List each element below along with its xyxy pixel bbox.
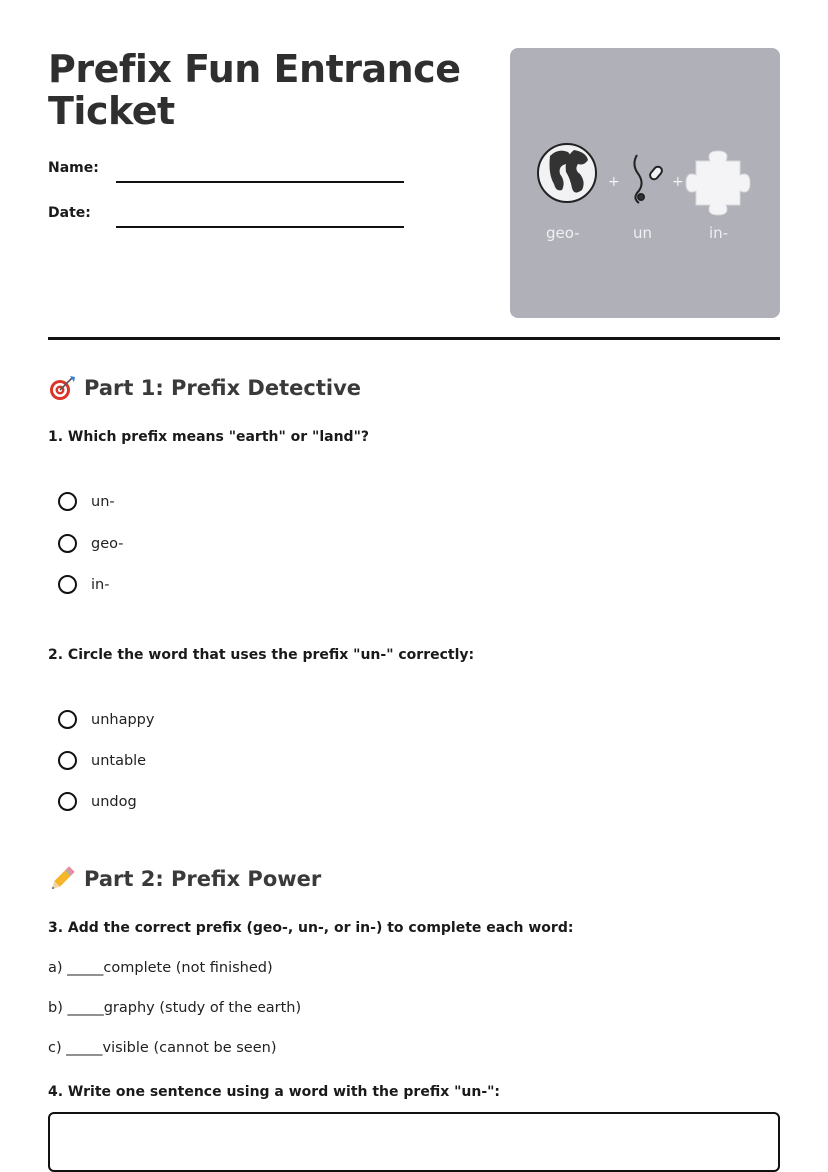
plus-sign-1: +: [608, 174, 620, 190]
question-1: 1. Which prefix means "earth" or "land"?: [48, 429, 369, 445]
page-title: Prefix Fun Entrance Ticket: [48, 47, 461, 133]
question-2: 2. Circle the word that uses the prefix "un-" correctly:: [48, 647, 475, 663]
target-dart-icon: [48, 374, 76, 402]
radio-button[interactable]: [58, 492, 77, 511]
q1-option-geo[interactable]: [58, 534, 124, 553]
q2-option-unhappy[interactable]: [58, 710, 154, 729]
pencil-icon: [48, 865, 76, 893]
radio-button[interactable]: [58, 575, 77, 594]
section-divider: [48, 337, 780, 340]
plus-sign-2: +: [672, 174, 684, 190]
part2-heading: [48, 865, 321, 893]
option-label: untable: [91, 752, 147, 769]
name-label: Name:: [48, 160, 99, 176]
geo-label: geo-: [546, 224, 580, 242]
puzzle-piece-icon: [686, 151, 750, 215]
q1-option-in[interactable]: [58, 575, 109, 594]
part1-heading: [48, 374, 361, 402]
fill-in-item-c[interactable]: c) _____visible (cannot be seen): [48, 1040, 277, 1056]
part1-title: Part 1: Prefix Detective: [84, 376, 362, 400]
illustration-graphic: [510, 48, 780, 318]
sentence-answer-box[interactable]: [48, 1112, 780, 1172]
radio-button[interactable]: [58, 710, 77, 729]
q2-option-untable[interactable]: [58, 751, 146, 770]
question-3: 3. Add the correct prefix (geo-, un-, or in-) to complete each word:: [48, 920, 574, 936]
globe-icon: [538, 144, 596, 202]
radio-button[interactable]: [58, 534, 77, 553]
prefix-illustration: [510, 48, 780, 318]
question-4: 4. Write one sentence using a word with the prefix "un-":: [48, 1084, 501, 1100]
fill-in-item-b[interactable]: b) _____graphy (study of the earth): [48, 1000, 302, 1016]
option-label: in-: [91, 576, 110, 593]
option-label: unhappy: [91, 711, 155, 728]
broken-chain-icon: [634, 155, 663, 203]
radio-button[interactable]: [58, 792, 77, 811]
part2-title: Part 2: Prefix Power: [84, 867, 322, 891]
date-field[interactable]: [116, 226, 404, 228]
option-label: un-: [91, 493, 115, 510]
q1-option-un[interactable]: [58, 492, 115, 511]
name-field[interactable]: [116, 181, 404, 183]
option-label: geo-: [91, 535, 124, 552]
fill-in-item-a[interactable]: a) _____complete (not finished): [48, 960, 273, 976]
date-label: Date:: [48, 205, 91, 221]
q2-option-undog[interactable]: [58, 792, 137, 811]
un-label: un: [633, 224, 653, 242]
option-label: undog: [91, 793, 137, 810]
in-label: in-: [709, 224, 729, 242]
radio-button[interactable]: [58, 751, 77, 770]
